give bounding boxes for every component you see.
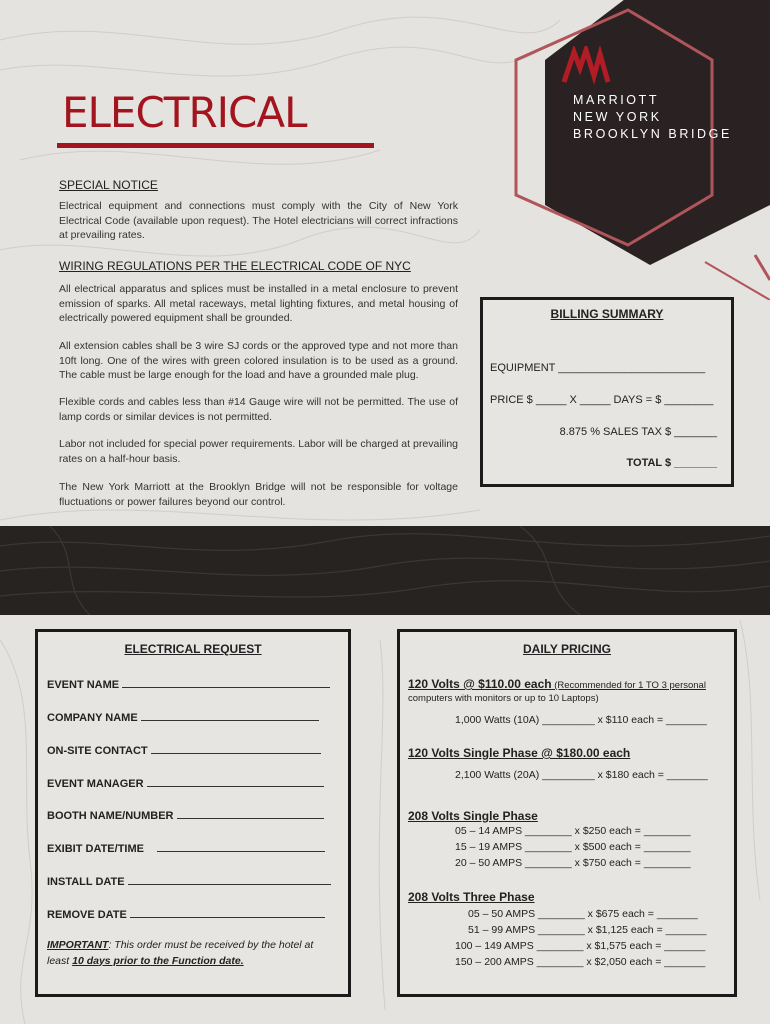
brand-hexagon [500, 0, 770, 300]
company-name-line[interactable] [141, 710, 319, 721]
event-name-label: EVENT NAME [47, 679, 120, 691]
wiring-para-4: Labor not included for special power requirements. Labor will be charged at prevailing rates on a half-hour basis. [59, 438, 458, 465]
billing-summary-heading: BILLING SUMMARY [550, 307, 664, 321]
important-text-1: : This order must be received by the hotel at [108, 939, 314, 951]
billing-price-field[interactable]: PRICE $ _____ X _____ DAYS = $ ________ [490, 394, 714, 406]
install-date-field[interactable] [47, 874, 331, 888]
onsite-contact-line[interactable] [151, 743, 321, 754]
remove-date-field[interactable] [47, 907, 325, 921]
pricing-120v-title: 120 Volts @ $110.00 each [408, 677, 552, 691]
install-date-line[interactable] [128, 874, 331, 885]
brand-line-1: MARRIOTT [573, 93, 660, 107]
pricing-208v-single-row[interactable]: 05 – 14 AMPS ________ x $250 each = ________ [455, 825, 691, 837]
pricing-208v-single-heading: 208 Volts Single Phase [408, 809, 538, 823]
brand-line-3: BROOKLYN BRIDGE [573, 127, 732, 141]
booth-label: BOOTH NAME/NUMBER [47, 810, 174, 822]
pricing-208v-three-heading: 208 Volts Three Phase [408, 890, 535, 904]
pricing-208v-single-row[interactable]: 15 – 19 AMPS ________ x $500 each = ________ [455, 841, 691, 853]
onsite-contact-label: ON-SITE CONTACT [47, 745, 148, 757]
electrical-request-card [35, 629, 351, 997]
company-name-field[interactable] [47, 710, 319, 724]
billing-tax-field[interactable]: 8.875 % SALES TAX $ _______ [559, 426, 717, 438]
important-label: IMPORTANT [47, 939, 109, 951]
event-name-field[interactable] [47, 677, 330, 691]
special-notice-text: Electrical equipment and connections must comply with the City of New York Electrical Code (available upon request). The Hotel electricians will correct infractions at prevailing rates. [59, 200, 458, 241]
pricing-208v-three-row[interactable]: 150 – 200 AMPS ________ x $2,050 each = _______ [455, 956, 706, 968]
billing-total-field[interactable]: TOTAL $ _______ [626, 457, 717, 469]
marriott-logo-icon [560, 46, 612, 86]
billing-summary-box [480, 297, 734, 487]
pricing-208v-three-row[interactable]: 05 – 50 AMPS ________ x $675 each = _______ [468, 908, 698, 920]
important-text-2a: least [47, 954, 73, 967]
daily-pricing-heading: DAILY PRICING [522, 642, 612, 656]
pricing-120v-row[interactable]: 1,000 Watts (10A) _________ x $110 each = _______ [455, 714, 707, 726]
install-date-label: INSTALL DATE [47, 876, 125, 888]
important-note [47, 938, 343, 969]
pricing-208v-three-row[interactable]: 100 – 149 AMPS ________ x $1,575 each = _______ [455, 940, 706, 952]
onsite-contact-field[interactable] [47, 743, 321, 757]
brand-line-2: NEW YORK [573, 110, 662, 124]
company-name-label: COMPANY NAME [47, 712, 138, 724]
pricing-120v-single-heading: 120 Volts Single Phase @ $180.00 each [408, 746, 631, 760]
electrical-request-heading: ELECTRICAL REQUEST [124, 642, 262, 656]
remove-date-line[interactable] [130, 907, 325, 918]
event-manager-label: EVENT MANAGER [47, 778, 144, 790]
event-manager-field[interactable] [47, 776, 324, 790]
pricing-120v-note-2: computers with monitors or up to 10 Laptops) [408, 693, 599, 704]
exhibit-date-line[interactable] [157, 841, 325, 852]
pricing-120v-note: (Recommended for 1 TO 3 personal [551, 680, 706, 691]
daily-pricing-card [397, 629, 737, 997]
special-notice-heading: SPECIAL NOTICE [59, 178, 158, 192]
wiring-heading: WIRING REGULATIONS PER THE ELECTRICAL CODE OF NYC [59, 259, 411, 273]
decorative-band [0, 526, 770, 615]
pricing-208v-single-row[interactable]: 20 – 50 AMPS ________ x $750 each = ________ [455, 857, 691, 869]
billing-equipment-field[interactable]: EQUIPMENT ________________________ [490, 362, 706, 374]
exhibit-date-field[interactable] [47, 841, 325, 855]
band-texture [0, 526, 770, 615]
pricing-208v-three-row[interactable]: 51 – 99 AMPS ________ x $1,125 each = _______ [468, 924, 707, 936]
important-text-2b: 10 days prior to the Function date. [72, 954, 244, 967]
booth-field[interactable] [47, 808, 324, 822]
pricing-120v-single-row[interactable]: 2,100 Watts (20A) _________ x $180 each = _______ [455, 769, 708, 781]
wiring-para-2: All extension cables shall be 3 wire SJ cords or the approved type and not more than 10ft long. One of the wires with green colored insulation is to be used as a ground. The cable must be large enough for the load and have a grounded male plug. [59, 340, 458, 381]
title-rule [57, 143, 374, 148]
remove-date-label: REMOVE DATE [47, 909, 127, 921]
page-title: ELECTRICAL [62, 88, 307, 137]
event-manager-line[interactable] [147, 776, 324, 787]
booth-line[interactable] [177, 808, 324, 819]
brand-name [573, 92, 732, 143]
wiring-para-3: Flexible cords and cables less than #14 Gauge wire will not be permitted. The use of lamp cords or similar devices is not permitted. [59, 396, 458, 423]
event-name-line[interactable] [122, 677, 330, 688]
pricing-120v-heading [408, 677, 706, 691]
wiring-para-5: The New York Marriott at the Brooklyn Bridge will not be responsible for voltage fluctuations or power failures beyond our control. [59, 481, 458, 508]
exhibit-date-label: EXIBIT DATE/TIME [47, 843, 144, 855]
wiring-para-1: All electrical apparatus and splices must be installed in a metal enclosure to prevent emission of sparks. All metal raceways, metal lighting fixtures, and metal housing of electrically powered equipment shall be grounded. [59, 283, 458, 324]
